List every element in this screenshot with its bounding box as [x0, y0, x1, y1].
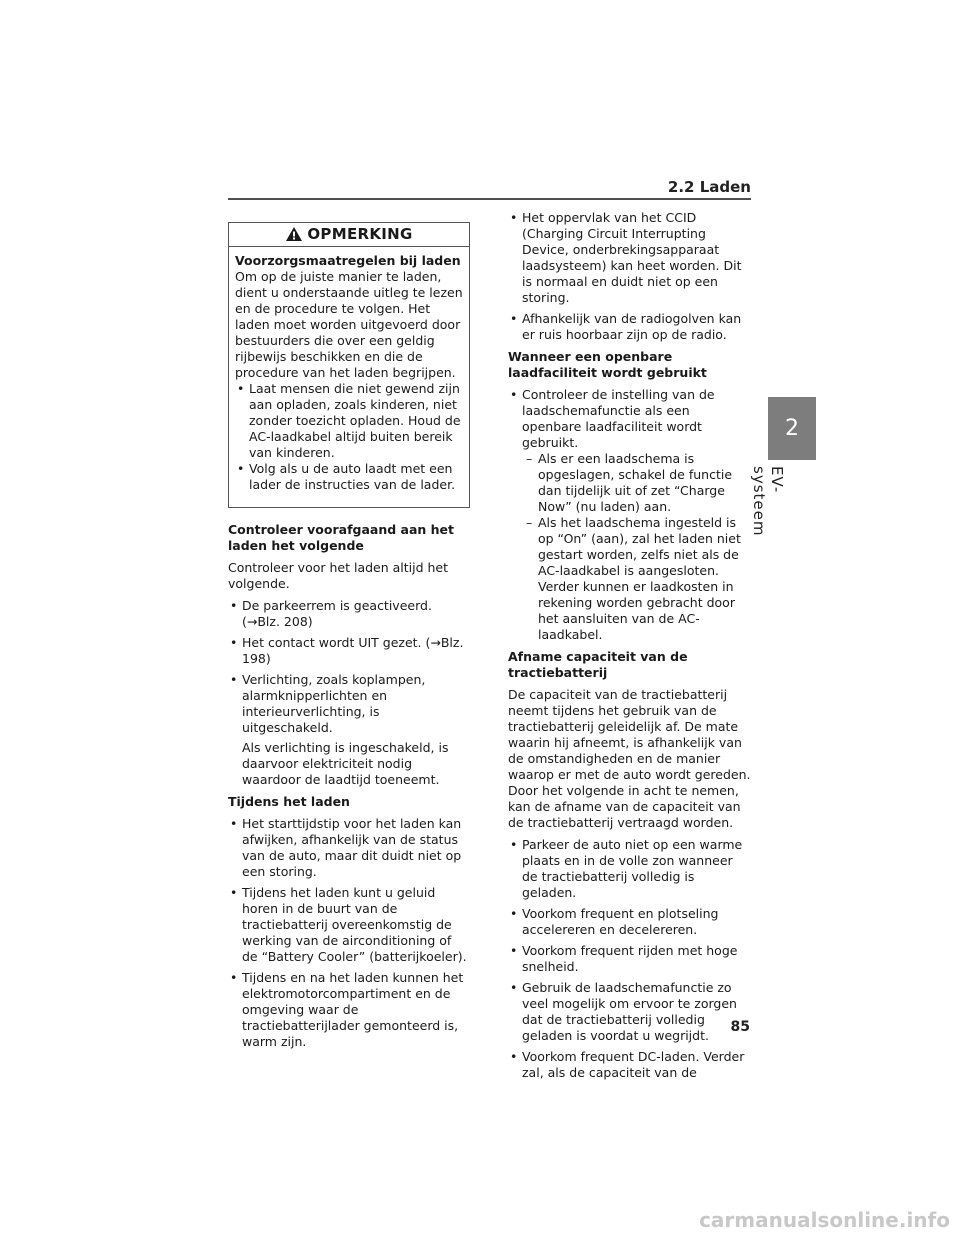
list-item	[508, 387, 751, 643]
notice-header	[229, 223, 469, 247]
list-item: • Voorkom frequent en plotseling accelereren en decelereren.	[508, 906, 751, 938]
sub-list-item: – Als er een laadschema is opgeslagen, schakel de functie dan tijdelijk uit of zet “Charge Now” (nu laden) aan.	[522, 451, 751, 515]
left-column	[228, 222, 470, 1056]
list-item-text: Verlichting, zoals koplampen, alarmknipperlichten en interieurverlichting, is uitgeschakeld.	[242, 672, 426, 735]
notice-body	[229, 247, 469, 493]
list-item	[228, 672, 470, 788]
public-sublist	[522, 451, 751, 643]
right-top-list	[508, 210, 751, 343]
warning-icon	[285, 226, 303, 242]
notice-text: Om op de juiste manier te laden, dient u onderstaande uitleg te lezen en de procedure te volgen. Het laden moet worden uitgevoerd door bestuurders die over een geldig rijbewijs beschikken en die de procedure van het laden begrijpen.	[235, 269, 463, 380]
right-column	[508, 210, 751, 1087]
check-intro: Controleer voor het laden altijd het volgende.	[228, 560, 449, 591]
public-heading: Wanneer een openbare laadfaciliteit wordt gebruikt	[508, 349, 707, 380]
list-item: • Parkeer de auto niet op een warme plaats en in de volle zon wanneer de tractiebatterij volledig is geladen.	[508, 837, 751, 901]
capacity-intro: De capaciteit van de tractiebatterij neemt tijdens het gebruik van de tractiebatterij geleidelijk af. De mate waarin hij afneemt, is afhankelijk van de omstandigheden en de manier waarop er met de auto wordt gereden. Door het volgende in acht te nemen, kan de afname van de capaciteit van de tractiebatterij vertraagd worden.	[508, 687, 751, 830]
notice-box	[228, 222, 470, 508]
during-list	[228, 816, 470, 1050]
list-item: • Tijdens het laden kunt u geluid horen in de buurt van de tractiebatterij overeenkomstig de werking van de airconditioning of de “Battery Cooler” (batterijkoeler).	[228, 885, 470, 965]
list-item: • Tijdens en na het laden kunnen het elektromotorcompartiment en de omgeving waar de tractiebatterijlader gemonteerd is, warm zijn.	[228, 970, 470, 1050]
section-header: 2.2 Laden	[667, 178, 751, 196]
check-heading: Controleer voorafgaand aan het laden het volgende	[228, 522, 454, 553]
notice-list	[235, 381, 465, 493]
check-list	[228, 598, 470, 788]
list-item-text: Controleer de instelling van de laadschemafunctie als een openbare laadfaciliteit wordt gebruikt.	[522, 387, 715, 450]
list-item: • Voorkom frequent DC-laden. Verder zal, als de capaciteit van de	[508, 1049, 751, 1081]
list-item: • Gebruik de laadschemafunctie zo veel mogelijk om ervoor te zorgen dat de tractiebatterij volledig geladen is voordat u wegrijdt.	[508, 980, 751, 1044]
list-item: • Voorkom frequent rijden met hoge snelheid.	[508, 943, 751, 975]
list-item: • Het starttijdstip voor het laden kan afwijken, afhankelijk van de status van de auto, maar dit duidt niet op een storing.	[228, 816, 470, 880]
sub-list-item: – Als het laadschema ingesteld is op “On” (aan), zal het laden niet gestart worden, zelfs niet als de AC-laadkabel is aangesloten. Verder kunnen er laadkosten in rekening worden gebracht door het aansluiten van de AC-laadkabel.	[522, 515, 751, 643]
header-rule	[228, 198, 751, 200]
list-item-note: Als verlichting is ingeschakeld, is daarvoor elektriciteit nodig waardoor de laadtijd toeneemt.	[242, 740, 449, 787]
notice-subtitle: Voorzorgsmaatregelen bij laden	[235, 253, 461, 268]
watermark: carmanualsonline.info	[699, 1208, 950, 1232]
capacity-heading: Afname capaciteit van de tractiebatterij	[508, 649, 688, 680]
list-item: • Afhankelijk van de radiogolven kan er ruis hoorbaar zijn op de radio.	[508, 311, 751, 343]
list-item: • Het oppervlak van het CCID (Charging Circuit Interrupting Device, onderbrekingsapparaat laadsysteem) kan heet worden. Dit is normaal en duidt niet op een storing.	[508, 210, 751, 306]
public-list	[508, 387, 751, 643]
list-item: • Laat mensen die niet gewend zijn aan opladen, zoals kinderen, niet zonder toezicht opladen. Houd de AC-laadkabel altijd buiten bereik van kinderen.	[235, 381, 465, 461]
chapter-label: EV-systeem	[750, 466, 786, 537]
during-heading: Tijdens het laden	[228, 794, 350, 809]
list-item: • Het contact wordt UIT gezet. (→Blz. 198)	[228, 635, 470, 667]
list-item: • De parkeerrem is geactiveerd. (→Blz. 208)	[228, 598, 470, 630]
list-item: • Volg als u de auto laadt met een lader de instructies van de lader.	[235, 461, 465, 493]
chapter-tab: 2	[768, 397, 816, 460]
notice-title: OPMERKING	[307, 225, 413, 243]
capacity-list	[508, 837, 751, 1081]
page-number: 85	[730, 1019, 750, 1035]
